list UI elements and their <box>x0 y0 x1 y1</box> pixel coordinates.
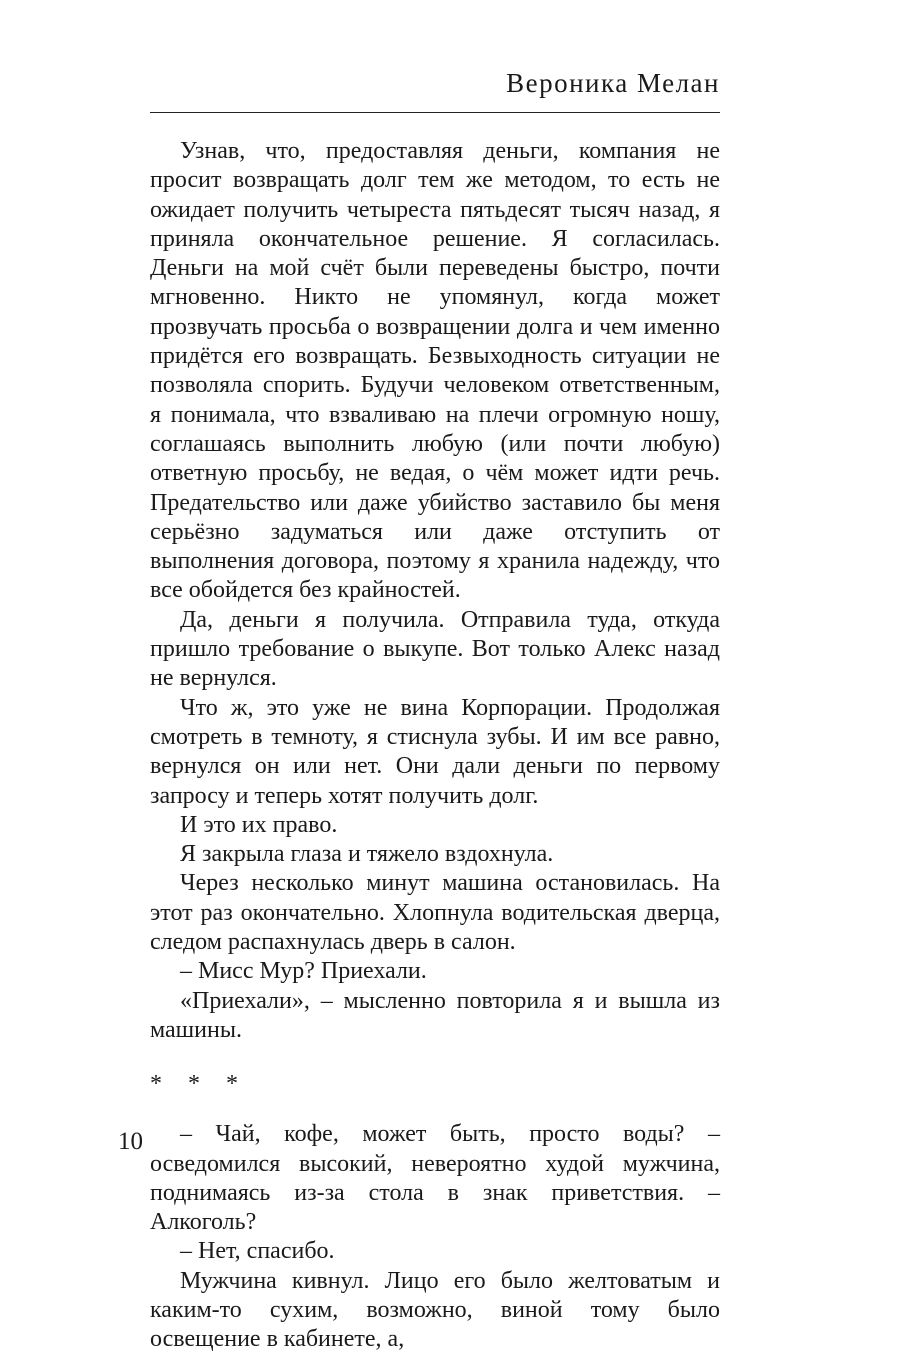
page-number: 10 <box>118 1128 143 1155</box>
paragraph: – Чай, кофе, может быть, просто воды? – осведомился высокий, невероятно худой мужчина, поднимаясь из-за стола в знак приветствия. – Алкоголь? <box>150 1121 720 1236</box>
paragraph: Узнав, что, предоставляя деньги, компания не просит возвращать долг тем же методом, то есть не ожидает получить четыреста пятьдесят тысяч назад, я приняла окончательное решение. Я согласилась. Деньги на мой счёт были переведены быстро, почти мгновенно. Никто не упомянул, когда может прозвучать просьба о возвращении долга и чем именно придётся его возвращать. Безвыходность ситуации не позволяла спорить. Будучи человеком ответственным, я понимала, что взваливаю на плечи огромную ношу, соглашаясь выполнить любую (или почти любую) ответную просьбу, не ведая, о чём может идти речь. Предательство или даже убийство заставило бы меня серьёзно задуматься или даже отступить от выполнения договора, поэтому я хранила надежду, что все обойдется без крайностей. <box>150 138 720 604</box>
paragraph: Что ж, это уже не вина Корпорации. Продолжая смотреть в темноту, я стиснула зубы. И им все равно, вернулся он или нет. Они дали деньги по первому запросу и теперь хотят получить долг. <box>150 694 720 809</box>
paragraph: Я закрыла глаза и тяжело вздохнула. <box>180 841 554 868</box>
paragraph: И это их право. <box>180 811 338 838</box>
running-head: Вероника Мелан <box>506 68 720 98</box>
paragraph: Мужчина кивнул. Лицо его было желтоватым и каким-то сухим, возможно, виной тому было освещение в кабинете, а, <box>150 1267 720 1353</box>
paragraph: «Приехали», – мысленно повторила я и вышла из машины. <box>150 987 720 1043</box>
paragraph: Да, деньги я получила. Отправила туда, откуда пришло требование о выкупе. Вот только Алекс назад не вернулся. <box>150 606 720 692</box>
paragraph: Через несколько минут машина остановилась. На этот раз окончательно. Хлопнула водительская дверца, следом распахнулась дверь в салон. <box>150 870 720 956</box>
section-break: * * * <box>150 1071 248 1098</box>
body-text <box>150 137 720 1355</box>
paragraph: – Нет, спасибо. <box>180 1238 335 1265</box>
paragraph: – Мисс Мур? Приехали. <box>180 958 427 985</box>
header-rule <box>150 112 720 113</box>
